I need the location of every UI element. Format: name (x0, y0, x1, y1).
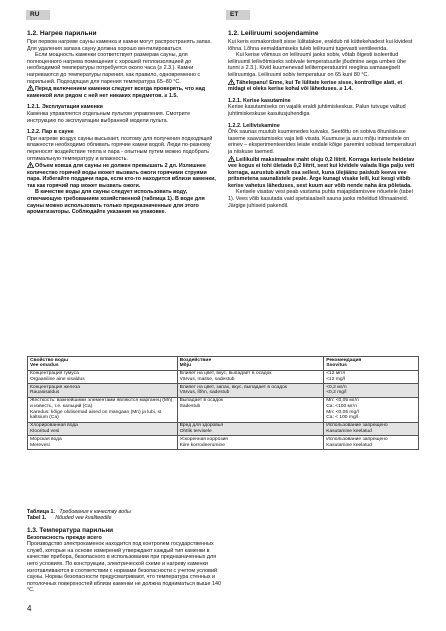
water-quality-table (27, 356, 419, 450)
table-cell-property: Морская вода Merevesi (28, 436, 178, 450)
section-1-2-2-paragraph-1-ru: При нагреве воздух сауны высыхает, поэтому для получения подходящей влажности необходимо обливать горячие камни водой. Люди по-разному переносят воздействие тепла и пара - опытным путем можно подобрать оптимальную температуру и влажность. (27, 135, 213, 162)
section-1-2-2-warning-et: Leilikulbi maksimaalne maht oluju 0,2 liitrit. Korraga kerisele heidetav vee kogus ei tohi ületada 0,2 liitrit, sest kui kividele valada liiga palju vett korraga, aurustub ainult osa sellest, kuna ülejäänu paiskub keeva vee pritsmetena saunalistele peale. Ärge kunagi visake leili, kui kesgi viibib kerise vahetus läheduses, sest kuum aur võib nende naha ära põletada. (228, 156, 415, 189)
table-row (28, 370, 419, 384)
table-cell-effect: Влияет на цвет, запах, вкус, выпадает в осадок Värvus, lõhn, sadestub (177, 384, 324, 398)
table-cell-effect: Влияет на цвет, вкус, выпадает в осадок Värvus, maitse, sadestub (177, 370, 324, 384)
section-1-2-2-paragraph-1-et: Õhk saunas muutub kuumenedes kuivaks. Seetõttu on sobiva õhuniiskuse taseme saavutamiseks vaja leili visata. Kuumuse ja auru mõju inimestele on erinev – eksperimenteerides leiate endale kõige paremini sobivad temperatuuri ja niiskuse taemed. (228, 129, 417, 155)
table-cell-recommendation: Использование запрещено Kasutamine keelatud (324, 422, 419, 436)
section-1-2-2-warning-ru: Объем ковша для сауны не должен превышать 2 дл. Излишнее количество горячей воды может вызвать ожоги горячими струями пара. Избегайте поддачи пара, если кто-то находится вблизи каменки, так как горячий пар может вызвать ожоги. (27, 163, 216, 189)
estonian-column (228, 30, 418, 209)
warning-icon (27, 85, 34, 91)
table-header-row (28, 357, 419, 371)
table-row (28, 422, 419, 436)
table-cell-effect: Вред для здоровья Ohtlik tervisele (177, 422, 324, 436)
table-row (28, 384, 419, 398)
section-1-2-paragraph-1-et: Kui keris esmakordselt sisse lülitatakse, eraldub nii küttekehadest kui kividest lõhna. Lõhna eemaldamiseks tuleb leiliruumi tugevasti ventileerida. (228, 39, 413, 52)
table-caption: Таблица 1. Требования к качеству воды Tabel 1. Nõuded vee kvaliteedile (27, 509, 131, 522)
page-number: 4 (27, 604, 32, 613)
table-cell-effect: Выпадает в осадок Sadestub (177, 397, 324, 422)
section-1-3-subtitle: Безопасность прежде всего (27, 534, 102, 541)
table-cell-recommendation: <0,2 мг/л <0,2 mg/l (324, 384, 419, 398)
section-1-2-1-paragraph-ru: Каменка управляется отдельным пультом управления. Смотрите инструкцию по эксплуатации выбранной модели пульта. (27, 110, 191, 124)
section-1-3-paragraph: Производство электрокаменок находится под контролем государственных служб, которые на основе измерений утверждают каждый тип каменки в качестве прибора, безопасного в использовании при предназначенных для него условиях. По конструкции, электрической схеме и нагреву каменки изготавливаются в соответствии с нормами безопасности с учетом условий сауны. Нормы безопасности предусматривают, что температура стенных и потолочных поверхностей вблизи каменки не должна подниматься выше 140 °C. (27, 541, 221, 594)
section-1-2-paragraph-2-ru: Если мощность каменки соответствует размерам сауны, для полноценного нагрева помещения с хорошей теплоизоляцией до необходимой температуры потребуется около часа (≥ 2.3.). Камни нагреваются до температуры парения, как правило, одновременно с парильней. Подходящая для парения температура 65–80 °C. (27, 52, 201, 85)
section-1-2-2-paragraph-2-ru: В качестве воды для сауны следует использовать воду, отвечающую требованиям хозяйственной (таблица 1). В воде для сауны можно использовать только предназначенные для этого ароматизаторы. Соблюдайте указания на упаковке. (27, 189, 205, 216)
section-1-2-paragraph-1-ru: При первом нагреве сауны каменка и камни могут распространять запах. Для удаления запаха сауну должна хорошо вентилироваться. (27, 39, 212, 52)
table-cell-property: Концентрация гумуса Orgaaniline aine sisaldus (28, 370, 178, 384)
table-cell-recommendation: <12 мг/л <12 mg/l (324, 370, 419, 384)
section-1-2-2-title-ru: 1.2.2. Пар в сауне (27, 129, 74, 136)
table-cell-recommendation: Использование запрещено Kasutamine keelatud (324, 436, 419, 450)
warning-icon (228, 156, 235, 162)
section-1-2-1-paragraph-et: Kerise kasutamiseks on vajalik eraldi juhtimiskeskus. Palun tutvuge valitud juhtimiskeskuse kasutusjuhendiga (228, 104, 406, 117)
section-1-2-2-title-et: 1.2.2. Leiliviskamine (228, 122, 280, 129)
table-row (28, 436, 419, 450)
column-header-effect: Воздействие Mõju (177, 357, 324, 371)
column-header-property: Свойство воды Vee omadus (28, 357, 178, 371)
section-1-2-1-title-et: 1.2.1. Kerise kasutamine (228, 97, 291, 104)
section-1-2-warning-ru: Перед включением каменки следует всегда проверять, что над каменкой или рядом с ней нет никаких предметов. ≥ 1.5. (27, 86, 206, 99)
language-tab-et: ET (226, 10, 250, 20)
table-row (28, 397, 419, 422)
section-1-3-title: 1.3. Температура парильни (27, 527, 114, 534)
warning-icon (228, 79, 235, 85)
table-cell-recommendation: Mn: <0,05 мг/л Ca: <100 мг/л Mn: <0,05 mg/l Ca: < 100 mg/l (324, 397, 419, 422)
section-1-2-2-paragraph-2-et: Kerisele visatav vesi peab vastama puhta majapidamisvee nõuetele (tabel 1). Vees võib kasutada vaid spetsiaalselt sauna jaoks mõeldud lõhnaaineid. Järgige juhiseid pakendil. (228, 189, 413, 209)
section-1-3 (27, 527, 227, 594)
table-cell-property: Жесткость: важнейшими элементами являются марганец (Mn) и известь, т.е. кальций (Ca) Karedus: kõige olulisemad ained on mangaan (Mn) ja lubi, st kaltsium (Ca) (28, 397, 178, 422)
table-cell-property: Концентрация железа Rauasisaldus (28, 384, 178, 398)
section-1-2-paragraph-2-et: Kui kerise võimsus on leiliruumi jaoks sobiv, võtab õigesti isoleeritud leiliruumil leilivõtmiseks sobivale temperatuurile jõudmine aega umbes ühe tunni ≥ 2.3.). Kivid kuumenevad leilitemperatuurini reeglina samaaegselt leiliruumiga. Leiliruumi sobiv temperatuur on 65 kuni 80 °C. (228, 52, 406, 78)
column-header-recommendation: Рекомендация Soovitus (324, 357, 419, 371)
language-tab-ru: RU (26, 10, 50, 20)
section-1-2-title-ru: 1.2. Нагрев парильни (27, 30, 97, 37)
section-1-2-warning-et: Tähelepanu! Enne, kui Te lülitate kerise sisse, kontrollige alati, et midagi ei oleks kerise kohal või läheduses. ≥ 1.4. (228, 79, 403, 93)
table-cell-effect: Ускоренная коррозия Kiire korrodeerumine (177, 436, 324, 450)
warning-icon (27, 162, 34, 168)
russian-column (27, 30, 217, 216)
section-1-2-1-title-ru: 1.2.1. Эксплуатация каменки (27, 104, 103, 111)
section-1-2-title-et: 1.2. Leiliruumi soojendamine (228, 30, 319, 37)
table-cell-property: Хлорированная вода Klooritud vesi (28, 422, 178, 436)
